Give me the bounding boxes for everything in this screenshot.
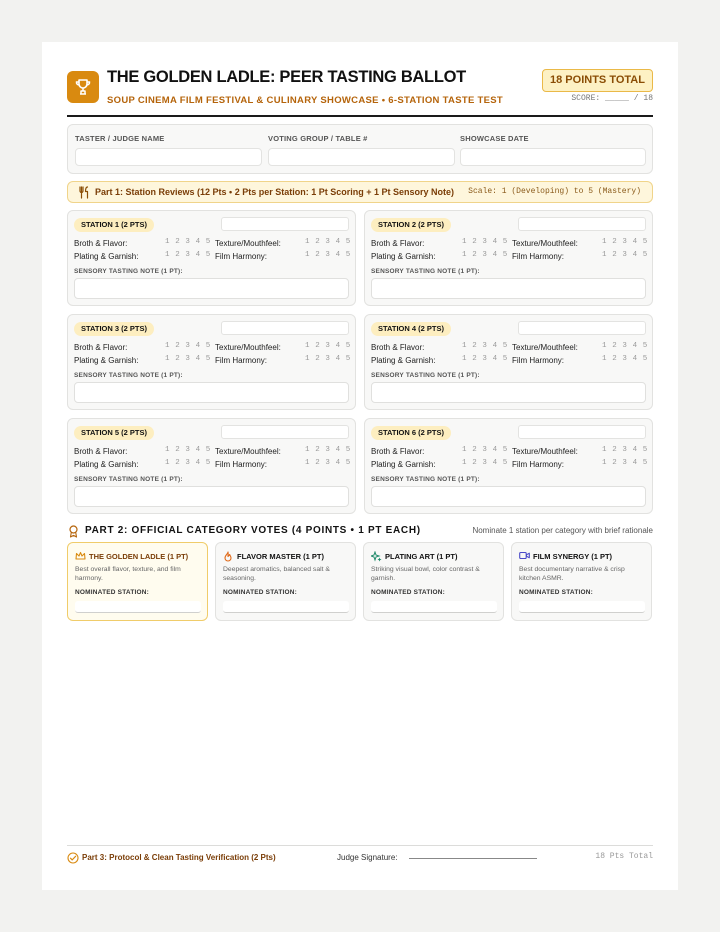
film-rating-scale[interactable]: 1 2 3 4 5	[602, 459, 648, 467]
plating-rating-scale[interactable]: 1 2 3 4 5	[462, 355, 508, 363]
footer-divider	[67, 845, 653, 846]
texture-rating-scale[interactable]: 1 2 3 4 5	[602, 238, 648, 246]
plating-rating-scale[interactable]: 1 2 3 4 5	[462, 251, 508, 259]
criterion-label: Broth & Flavor:	[74, 343, 128, 352]
station-card-2	[364, 210, 653, 306]
criterion-label: Broth & Flavor:	[74, 239, 128, 248]
score-field[interactable]: SCORE: _____ / 18	[571, 94, 653, 103]
sensory-note-label: SENSORY TASTING NOTE (1 PT):	[74, 372, 183, 379]
criterion-label: Broth & Flavor:	[371, 447, 425, 456]
station-card-6	[364, 418, 653, 514]
criterion-label: Broth & Flavor:	[371, 343, 425, 352]
station-badge: STATION 3 (2 PTS)	[74, 322, 154, 336]
taster-name-input[interactable]	[75, 148, 262, 166]
station-dish-input[interactable]	[221, 217, 349, 231]
film-rating-scale[interactable]: 1 2 3 4 5	[305, 251, 351, 259]
voting-group-input[interactable]	[268, 148, 455, 166]
station-card-1	[67, 210, 356, 306]
criterion-label: Plating & Garnish:	[371, 252, 436, 261]
station-dish-input[interactable]	[518, 217, 646, 231]
vote-title: FLAVOR MASTER (1 PT)	[237, 552, 324, 561]
sensory-note-input[interactable]	[74, 486, 349, 507]
station-badge: STATION 1 (2 PTS)	[74, 218, 154, 232]
sensory-note-input[interactable]	[371, 486, 646, 507]
criterion-label: Texture/Mouthfeel:	[512, 343, 578, 352]
flame-icon	[223, 551, 233, 562]
texture-rating-scale[interactable]: 1 2 3 4 5	[305, 342, 351, 350]
criterion-label: Film Harmony:	[215, 460, 268, 469]
station-card-3	[67, 314, 356, 410]
sensory-note-label: SENSORY TASTING NOTE (1 PT):	[371, 268, 480, 275]
criterion-label: Broth & Flavor:	[371, 239, 425, 248]
plating-rating-scale[interactable]: 1 2 3 4 5	[462, 459, 508, 467]
criterion-label: Texture/Mouthfeel:	[215, 447, 281, 456]
plating-rating-scale[interactable]: 1 2 3 4 5	[165, 355, 211, 363]
criterion-label: Plating & Garnish:	[371, 356, 436, 365]
broth-rating-scale[interactable]: 1 2 3 4 5	[165, 238, 211, 246]
ballot-page	[42, 42, 678, 890]
sparkle-icon	[371, 551, 382, 562]
nominated-station-input[interactable]	[371, 601, 497, 613]
part2-note: Nominate 1 station per category with brief rationale	[472, 526, 653, 535]
judge-info-box	[67, 124, 653, 174]
taster-name-label: TASTER / JUDGE NAME	[75, 134, 165, 143]
criterion-label: Film Harmony:	[215, 252, 268, 261]
vote-card-golden-ladle	[67, 542, 208, 621]
part1-scale: Scale: 1 (Developing) to 5 (Mastery)	[468, 187, 641, 196]
broth-rating-scale[interactable]: 1 2 3 4 5	[462, 238, 508, 246]
part3-label: Part 3: Protocol & Clean Tasting Verification (2 Pts)	[82, 853, 276, 862]
criterion-label: Texture/Mouthfeel:	[512, 447, 578, 456]
nominated-station-input[interactable]	[519, 601, 645, 613]
station-card-5	[67, 418, 356, 514]
nominated-label: NOMINATED STATION:	[75, 589, 150, 596]
award-icon	[68, 525, 79, 538]
criterion-label: Texture/Mouthfeel:	[215, 343, 281, 352]
criterion-label: Broth & Flavor:	[74, 447, 128, 456]
nominated-label: NOMINATED STATION:	[371, 589, 446, 596]
broth-rating-scale[interactable]: 1 2 3 4 5	[165, 446, 211, 454]
showcase-date-group	[460, 134, 529, 143]
station-badge: STATION 5 (2 PTS)	[74, 426, 154, 440]
signature-label: Judge Signature:	[337, 853, 398, 862]
sensory-note-label: SENSORY TASTING NOTE (1 PT):	[371, 476, 480, 483]
film-rating-scale[interactable]: 1 2 3 4 5	[305, 355, 351, 363]
sensory-note-input[interactable]	[371, 278, 646, 299]
station-badge: STATION 6 (2 PTS)	[371, 426, 451, 440]
nominated-station-input[interactable]	[223, 601, 349, 613]
criterion-label: Film Harmony:	[512, 252, 565, 261]
signature-line[interactable]	[409, 858, 537, 859]
sensory-note-input[interactable]	[74, 382, 349, 403]
station-dish-input[interactable]	[221, 425, 349, 439]
nominated-label: NOMINATED STATION:	[223, 589, 298, 596]
broth-rating-scale[interactable]: 1 2 3 4 5	[165, 342, 211, 350]
vote-description: Best overall flavor, texture, and film harmony.	[75, 566, 181, 582]
criterion-label: Film Harmony:	[215, 356, 268, 365]
criterion-label: Film Harmony:	[512, 356, 565, 365]
texture-rating-scale[interactable]: 1 2 3 4 5	[305, 446, 351, 454]
crown-icon	[75, 551, 86, 561]
vote-description: Best documentary narrative & crisp kitchen ASMR.	[519, 566, 625, 582]
station-card-4	[364, 314, 653, 410]
criterion-label: Film Harmony:	[512, 460, 565, 469]
nominated-station-input[interactable]	[75, 601, 201, 613]
plating-rating-scale[interactable]: 1 2 3 4 5	[165, 251, 211, 259]
voting-group-label: VOTING GROUP / TABLE #	[268, 134, 368, 143]
vote-description: Striking visual bowl, color contrast & garnish.	[371, 566, 480, 582]
utensils-icon	[78, 186, 91, 199]
texture-rating-scale[interactable]: 1 2 3 4 5	[602, 446, 648, 454]
station-dish-input[interactable]	[518, 321, 646, 335]
criterion-label: Plating & Garnish:	[74, 356, 139, 365]
station-dish-input[interactable]	[518, 425, 646, 439]
criterion-label: Plating & Garnish:	[74, 460, 139, 469]
station-dish-input[interactable]	[221, 321, 349, 335]
vote-card-flavor-master	[215, 542, 356, 621]
texture-rating-scale[interactable]: 1 2 3 4 5	[602, 342, 648, 350]
trophy-icon	[73, 77, 93, 97]
broth-rating-scale[interactable]: 1 2 3 4 5	[462, 342, 508, 350]
vote-title: FILM SYNERGY (1 PT)	[533, 552, 613, 561]
sensory-note-input[interactable]	[74, 278, 349, 299]
sensory-note-label: SENSORY TASTING NOTE (1 PT):	[371, 372, 480, 379]
showcase-date-input[interactable]	[460, 148, 646, 166]
page-subtitle: SOUP CINEMA FILM FESTIVAL & CULINARY SHOWCASE • 6-STATION TASTE TEST	[107, 95, 503, 106]
vote-title: THE GOLDEN LADLE (1 PT)	[89, 552, 189, 561]
video-icon	[519, 551, 530, 560]
sensory-note-input[interactable]	[371, 382, 646, 403]
nominated-label: NOMINATED STATION:	[519, 589, 594, 596]
station-badge: STATION 4 (2 PTS)	[371, 322, 451, 336]
vote-card-film-synergy	[511, 542, 652, 621]
part2-title: PART 2: OFFICIAL CATEGORY VOTES (4 POINTS • 1 PT EACH)	[85, 525, 421, 536]
plating-rating-scale[interactable]: 1 2 3 4 5	[165, 459, 211, 467]
criterion-label: Plating & Garnish:	[371, 460, 436, 469]
vote-title: PLATING ART (1 PT)	[385, 552, 458, 561]
part1-title: Part 1: Station Reviews (12 Pts • 2 Pts per Station: 1 Pt Scoring + 1 Pt Sensory Note)	[95, 187, 454, 197]
vote-card-plating-art	[363, 542, 504, 621]
broth-rating-scale[interactable]: 1 2 3 4 5	[462, 446, 508, 454]
voting-group-group	[268, 134, 368, 143]
texture-rating-scale[interactable]: 1 2 3 4 5	[305, 238, 351, 246]
check-circle-icon	[67, 852, 79, 864]
criterion-label: Texture/Mouthfeel:	[215, 239, 281, 248]
vote-description: Deepest aromatics, balanced salt & seasoning.	[223, 566, 330, 582]
showcase-date-label: SHOWCASE DATE	[460, 134, 529, 143]
film-rating-scale[interactable]: 1 2 3 4 5	[602, 251, 648, 259]
header-divider	[67, 115, 653, 117]
station-badge: STATION 2 (2 PTS)	[371, 218, 451, 232]
film-rating-scale[interactable]: 1 2 3 4 5	[602, 355, 648, 363]
points-total-badge: 18 POINTS TOTAL	[542, 69, 653, 92]
footer-total: 18 Pts Total	[595, 852, 653, 861]
sensory-note-label: SENSORY TASTING NOTE (1 PT):	[74, 476, 183, 483]
criterion-label: Plating & Garnish:	[74, 252, 139, 261]
sensory-note-label: SENSORY TASTING NOTE (1 PT):	[74, 268, 183, 275]
film-rating-scale[interactable]: 1 2 3 4 5	[305, 459, 351, 467]
logo-badge	[67, 71, 99, 103]
taster-name-group	[75, 134, 165, 143]
page-title: THE GOLDEN LADLE: PEER TASTING BALLOT	[107, 68, 466, 86]
part1-banner	[67, 181, 653, 203]
criterion-label: Texture/Mouthfeel:	[512, 239, 578, 248]
